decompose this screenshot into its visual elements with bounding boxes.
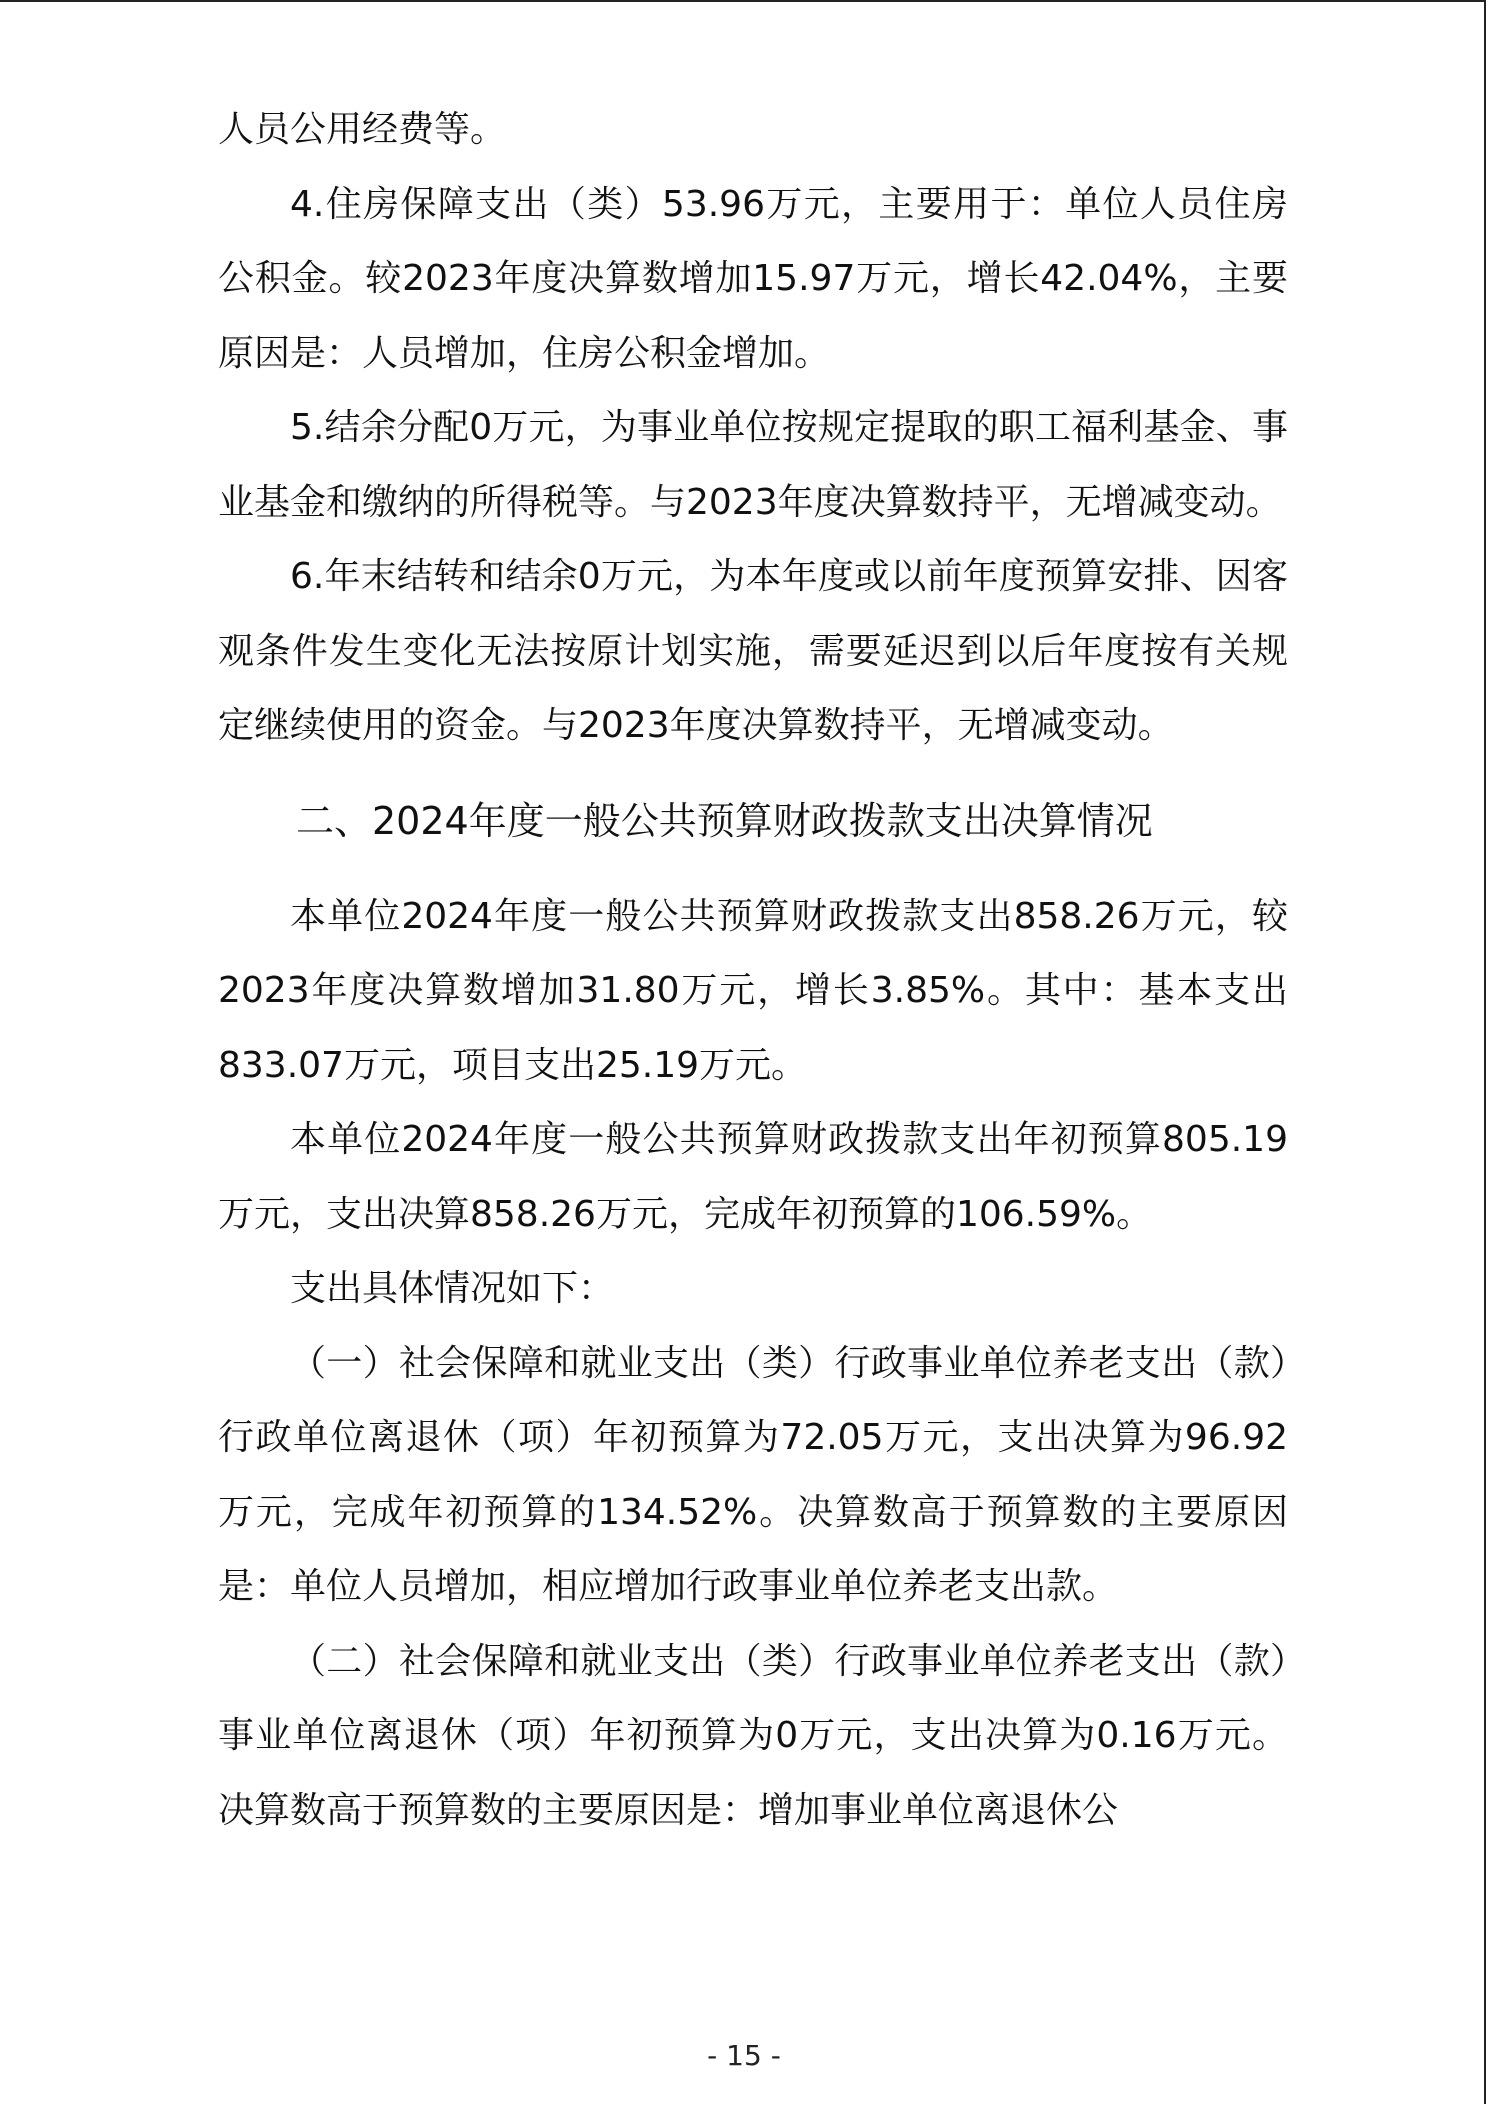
- paragraph-details-intro: 支出具体情况如下：: [290, 1268, 615, 1309]
- paragraph-total-expenditure: 本单位2024年度一般公共预算财政拨款支出858.26万元，较2023年度决算数增加31.80万元，增长3.85%。其中：基本支出833.07万元，项目支出25.19万元。: [218, 895, 1288, 1086]
- paragraph-year-end-carryover: 6.年末结转和结余0万元，为本年度或以前年度预算安排、因客观条件发生变化无法按原计划实施，需要延迟到以后年度按有关规定继续使用的资金。与2023年度决算数持平，无增减变动。: [218, 556, 1288, 746]
- page-number: - 15 -: [707, 2039, 781, 2072]
- document-body: [218, 93, 1288, 1848]
- paragraph-housing-expenditure: 4.住房保障支出（类）53.96万元，主要用于：单位人员住房公积金。较2023年度决算数增加15.97万元，增长42.04%，主要原因是：人员增加，住房公积金增加。: [218, 183, 1288, 374]
- paragraph-budget-completion: 本单位2024年度一般公共预算财政拨款支出年初预算805.19万元，支出决算858.26万元，完成年初预算的106.59%。: [218, 1119, 1288, 1235]
- paragraph-continuation: 人员公用经费等。: [218, 109, 507, 150]
- paragraph-surplus-distribution: 5.结余分配0万元，为事业单位按规定提取的职工福利基金、事业基金和缴纳的所得税等。与2023年度决算数持平，无增减变动。: [218, 407, 1288, 523]
- section-heading: 二、2024年度一般公共预算财政拨款支出决算情况: [296, 798, 1153, 843]
- paragraph-item-one: （一）社会保障和就业支出（类）行政事业单位养老支出（款）行政单位离退休（项）年初预算为72.05万元，支出决算为96.92万元，完成年初预算的134.52%。决算数高于预算数的主要原因是：单位人员增加，相应增加行政事业单位养老支出款。: [218, 1342, 1288, 1607]
- paragraph-item-two: （二）社会保障和就业支出（类）行政事业单位养老支出（款）事业单位离退休（项）年初预算为0万元，支出决算为0.16万元。决算数高于预算数的主要原因是：增加事业单位离退休公: [218, 1640, 1288, 1831]
